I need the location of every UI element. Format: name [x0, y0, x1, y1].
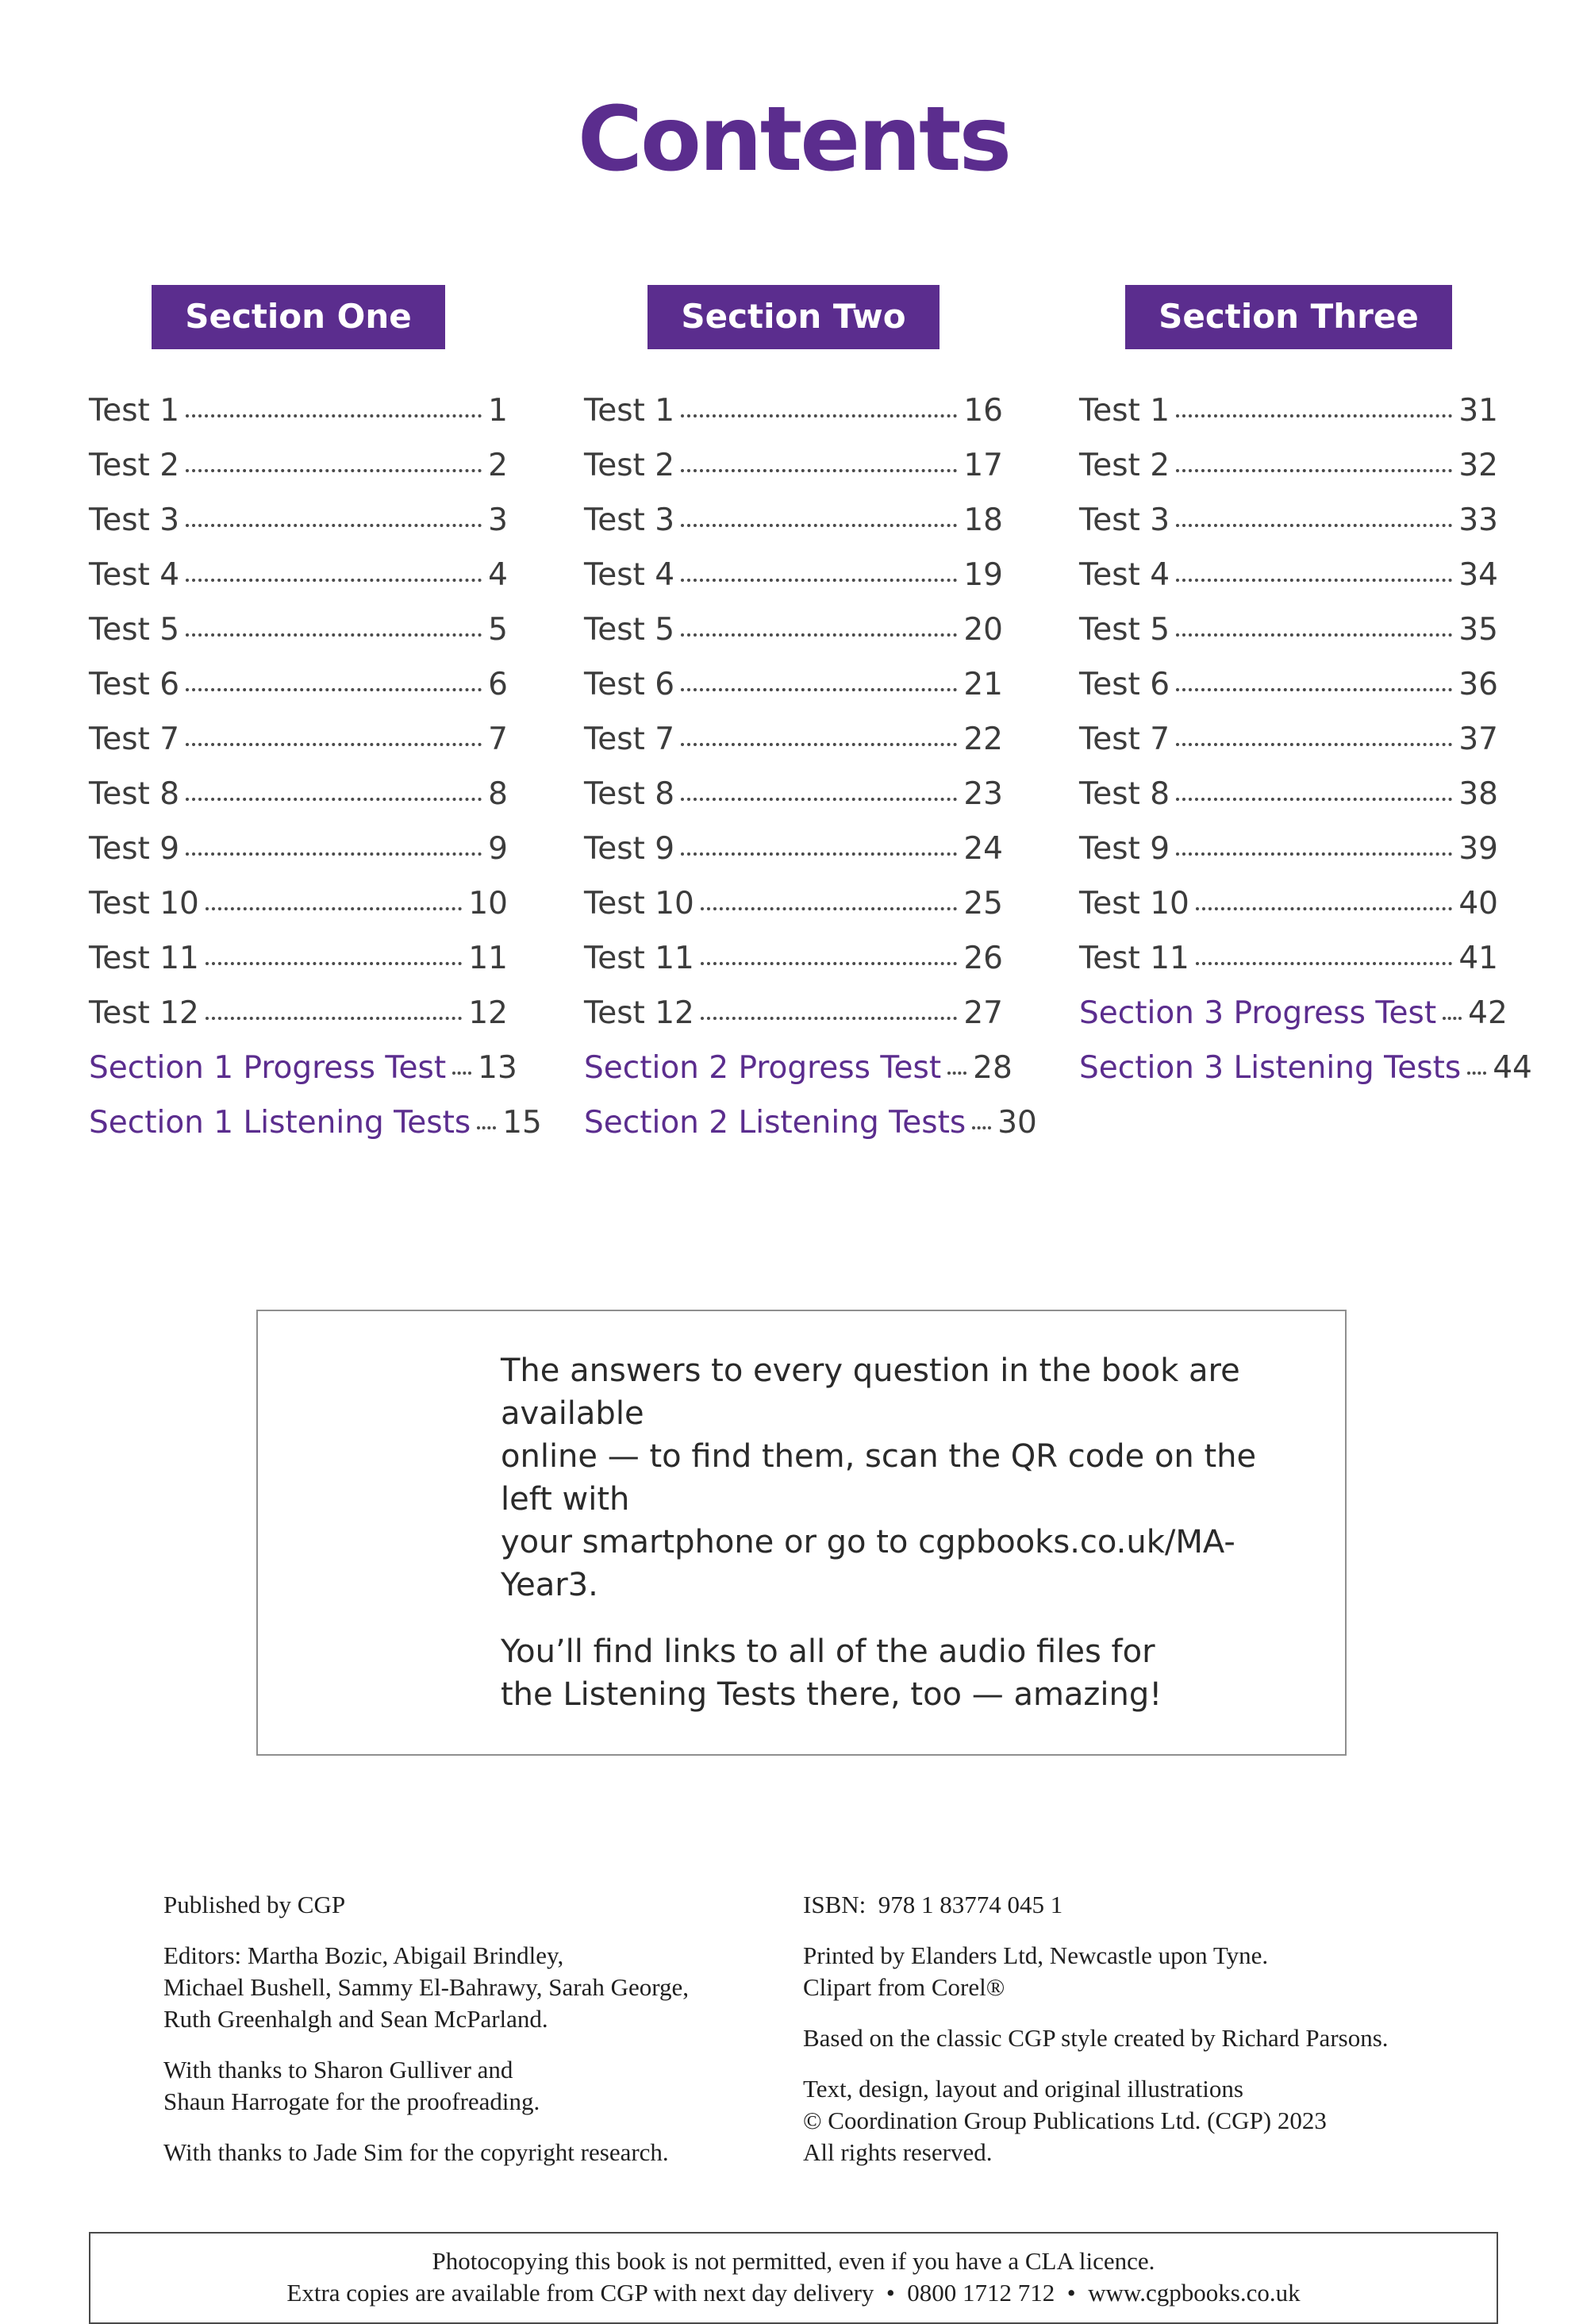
toc-entry-page-number: 7: [488, 721, 508, 757]
toc-entry-label: Section 1 Listening Tests: [89, 1104, 471, 1141]
dotted-leader: [1176, 743, 1452, 746]
colophon-line: Shaun Harrogate for the proofreading.: [163, 2087, 540, 2115]
toc-entry-page-number: 21: [963, 666, 1003, 702]
toc-entry: [584, 775, 1003, 812]
note-paragraph-2: [501, 1630, 1301, 1716]
colophon-line: © Coordination Group Publications Ltd. (CGP) 2023: [803, 2106, 1327, 2134]
toc-entry-label: Test 2: [584, 447, 675, 483]
toc-entry-label: Test 6: [1079, 666, 1170, 702]
colophon-right-column: [803, 1889, 1498, 2187]
toc-entry-label: Test 1: [89, 392, 180, 429]
toc-entry-page-number: 44: [1493, 1049, 1532, 1086]
toc-entry-label: Test 2: [1079, 447, 1170, 483]
toc-entry-page-number: 9: [488, 830, 508, 867]
toc-entry-page-number: 11: [468, 940, 508, 976]
dotted-leader: [206, 1017, 463, 1020]
toc-entry: [1079, 666, 1498, 702]
toc-entry: [584, 830, 1003, 867]
colophon-line: Printed by Elanders Ltd, Newcastle upon Tyne.: [803, 1941, 1269, 1969]
colophon-line: With thanks to Sharon Gulliver and: [163, 2055, 513, 2084]
colophon-line: Clipart from Corel®: [803, 1972, 1005, 2001]
toc-entry: [89, 995, 508, 1031]
toc-entry-page-number: 1: [488, 392, 508, 429]
toc-entry: [584, 447, 1003, 483]
dotted-leader: [1176, 469, 1452, 472]
toc-entry: [1079, 1049, 1532, 1086]
dotted-leader: [1443, 1017, 1462, 1020]
toc-entry-label: Section 3 Listening Tests: [1079, 1049, 1462, 1086]
dotted-leader: [1176, 524, 1452, 527]
toc-entry-page-number: 6: [488, 666, 508, 702]
toc-entry-page-number: 13: [478, 1049, 517, 1086]
dotted-leader: [206, 962, 463, 965]
dotted-leader: [681, 579, 957, 582]
dotted-leader: [186, 524, 482, 527]
dotted-leader: [206, 907, 463, 910]
toc-entry-label: Test 12: [89, 995, 199, 1031]
toc-list: [584, 392, 1037, 1141]
toc-entry: [89, 1049, 517, 1086]
dotted-leader: [681, 852, 957, 856]
toc-entry-page-number: 36: [1458, 666, 1498, 702]
dotted-leader: [947, 1072, 966, 1075]
dotted-leader: [681, 743, 957, 746]
toc-entry: [584, 995, 1003, 1031]
toc-entry-page-number: 28: [973, 1049, 1013, 1086]
colophon-right-block-1: [803, 1889, 1498, 1921]
dotted-leader: [186, 633, 482, 637]
toc-entry-page-number: 23: [963, 775, 1003, 812]
colophon-line: All rights reserved.: [803, 2137, 993, 2166]
toc-entry-page-number: 8: [488, 775, 508, 812]
toc-entry-label: Test 5: [584, 611, 675, 648]
toc-entry-page-number: 24: [963, 830, 1003, 867]
toc-entry-page-number: 20: [963, 611, 1003, 648]
toc-entry-label: Test 3: [584, 502, 675, 538]
toc-entry-label: Test 7: [89, 721, 180, 757]
toc-entry: [584, 940, 1003, 976]
colophon-right-block-3: [803, 2022, 1498, 2054]
colophon-line: Published by CGP: [163, 1890, 346, 1918]
toc-entry: [584, 392, 1003, 429]
toc-entry-label: Test 3: [1079, 502, 1170, 538]
toc-entry-page-number: 34: [1458, 556, 1498, 593]
dotted-leader: [1176, 579, 1452, 582]
toc-entry-label: Test 7: [584, 721, 675, 757]
photocopying-notice-line2: Extra copies are available from CGP with next day delivery • 0800 1712 712 • www.cgpbooks.co.uk: [286, 2278, 1301, 2307]
toc-entry-page-number: 16: [963, 392, 1003, 429]
colophon-line: Text, design, layout and original illustrations: [803, 2074, 1243, 2103]
answers-note-box: [256, 1310, 1347, 1756]
toc-entry-label: Test 6: [584, 666, 675, 702]
toc-entry: [1079, 611, 1498, 648]
colophon-line: Michael Bushell, Sammy El-Bahrawy, Sarah George,: [163, 1972, 690, 2001]
colophon-right-block-2: [803, 1940, 1498, 2003]
toc-entry: [1079, 447, 1498, 483]
dotted-leader: [681, 798, 957, 801]
section-badge: Section Three: [1125, 285, 1452, 349]
dotted-leader: [701, 1017, 958, 1020]
note-paragraph-1: [501, 1349, 1301, 1606]
toc-entry-label: Test 6: [89, 666, 180, 702]
toc-entry-label: Test 5: [89, 611, 180, 648]
colophon-left-block-3: [163, 2054, 803, 2118]
dotted-leader: [186, 852, 482, 856]
toc-entry-label: Test 7: [1079, 721, 1170, 757]
note-line: The answers to every question in the book are available: [501, 1352, 1240, 1432]
toc-entry-label: Test 9: [584, 830, 675, 867]
toc-entry-label: Test 3: [89, 502, 180, 538]
toc-entry: [1079, 885, 1498, 922]
toc-entry-page-number: 31: [1458, 392, 1498, 429]
dotted-leader: [701, 907, 958, 910]
dotted-leader: [681, 414, 957, 417]
toc-entry-label: Test 10: [89, 885, 199, 922]
toc-entry: [584, 556, 1003, 593]
toc-entry: [89, 392, 508, 429]
dotted-leader: [186, 579, 482, 582]
colophon-line: Editors: Martha Bozic, Abigail Brindley,: [163, 1941, 564, 1969]
toc-columns: [0, 285, 1587, 1162]
photocopying-notice-box: [89, 2232, 1498, 2324]
photocopying-notice-line1: Photocopying this book is not permitted, even if you have a CLA licence.: [432, 2246, 1155, 2275]
note-line: your smartphone or go to cgpbooks.co.uk/MA-Year3.: [501, 1523, 1235, 1603]
colophon-left-block-1: [163, 1889, 803, 1921]
toc-entry: [1079, 721, 1498, 757]
toc-entry-page-number: 19: [963, 556, 1003, 593]
dotted-leader: [1196, 962, 1453, 965]
toc-entry-page-number: 25: [963, 885, 1003, 922]
toc-entry-page-number: 42: [1468, 995, 1508, 1031]
dotted-leader: [1467, 1072, 1486, 1075]
toc-entry-label: Test 1: [584, 392, 675, 429]
toc-entry-page-number: 40: [1458, 885, 1498, 922]
section-badge-wrap: [584, 285, 1003, 349]
toc-entry-page-number: 12: [468, 995, 508, 1031]
section-badge: Section One: [152, 285, 445, 349]
dotted-leader: [452, 1072, 471, 1075]
colophon-left-block-2: [163, 1940, 803, 2035]
toc-entry-page-number: 41: [1458, 940, 1498, 976]
dotted-leader: [477, 1126, 496, 1129]
toc-entry: [89, 502, 508, 538]
dotted-leader: [1176, 633, 1452, 637]
colophon-right-block-4: [803, 2073, 1498, 2168]
toc-entry: [89, 830, 508, 867]
toc-column-2: [584, 285, 1037, 1162]
colophon-line: Ruth Greenhalgh and Sean McParland.: [163, 2004, 548, 2033]
toc-entry-page-number: 38: [1458, 775, 1498, 812]
toc-entry-page-number: 30: [997, 1104, 1037, 1141]
toc-entry-page-number: 18: [963, 502, 1003, 538]
toc-entry-label: Test 5: [1079, 611, 1170, 648]
dotted-leader: [186, 414, 482, 417]
toc-entry-label: Test 8: [1079, 775, 1170, 812]
toc-entry-page-number: 27: [963, 995, 1003, 1031]
dotted-leader: [1176, 414, 1452, 417]
toc-entry: [89, 447, 508, 483]
toc-entry-page-number: 17: [963, 447, 1003, 483]
dotted-leader: [186, 743, 482, 746]
toc-entry-page-number: 4: [488, 556, 508, 593]
colophon-line: Based on the classic CGP style created by Richard Parsons.: [803, 2023, 1389, 2052]
toc-entry-label: Test 11: [89, 940, 199, 976]
toc-entry-label: Test 11: [1079, 940, 1189, 976]
toc-entry: [1079, 995, 1508, 1031]
toc-entry: [584, 611, 1003, 648]
dotted-leader: [186, 688, 482, 691]
toc-entry-label: Test 2: [89, 447, 180, 483]
toc-entry-label: Section 3 Progress Test: [1079, 995, 1437, 1031]
page-title: Contents: [577, 88, 1010, 191]
dotted-leader: [681, 688, 957, 691]
toc-entry-page-number: 3: [488, 502, 508, 538]
toc-entry-page-number: 26: [963, 940, 1003, 976]
toc-entry: [584, 502, 1003, 538]
toc-entry-page-number: 33: [1458, 502, 1498, 538]
colophon-left-column: [163, 1889, 803, 2187]
dotted-leader: [972, 1126, 991, 1129]
toc-list: [89, 392, 542, 1141]
dotted-leader: [681, 633, 957, 637]
toc-entry: [1079, 940, 1498, 976]
note-line: You’ll find links to all of the audio files for: [501, 1633, 1155, 1670]
dotted-leader: [1196, 907, 1453, 910]
colophon-line: ISBN: 978 1 83774 045 1: [803, 1890, 1063, 1918]
toc-column-3: [1079, 285, 1532, 1162]
toc-entry: [89, 721, 508, 757]
toc-entry: [1079, 556, 1498, 593]
toc-entry: [1079, 502, 1498, 538]
toc-entry-page-number: 32: [1458, 447, 1498, 483]
toc-entry-page-number: 35: [1458, 611, 1498, 648]
toc-entry-label: Section 1 Progress Test: [89, 1049, 447, 1086]
dotted-leader: [701, 962, 958, 965]
toc-entry-page-number: 10: [468, 885, 508, 922]
dotted-leader: [186, 469, 482, 472]
toc-entry-label: Test 8: [584, 775, 675, 812]
toc-entry-label: Test 9: [1079, 830, 1170, 867]
toc-entry: [89, 611, 508, 648]
toc-entry-label: Test 4: [1079, 556, 1170, 593]
toc-entry: [89, 556, 508, 593]
colophon-left-block-4: [163, 2137, 803, 2168]
toc-entry: [89, 775, 508, 812]
toc-entry: [1079, 392, 1498, 429]
section-badge: Section Two: [647, 285, 939, 349]
note-line: online — to find them, scan the QR code on the left with: [501, 1437, 1257, 1518]
toc-entry-label: Test 10: [584, 885, 694, 922]
note-line: the Listening Tests there, too — amazing!: [501, 1676, 1162, 1713]
toc-entry: [584, 1049, 1013, 1086]
dotted-leader: [1176, 688, 1452, 691]
toc-entry: [1079, 775, 1498, 812]
colophon: [0, 1889, 1587, 2187]
section-badge-wrap: [1079, 285, 1498, 349]
toc-entry-page-number: 22: [963, 721, 1003, 757]
dotted-leader: [681, 469, 957, 472]
section-badge-wrap: [89, 285, 508, 349]
toc-entry: [89, 1104, 542, 1141]
toc-entry: [89, 885, 508, 922]
toc-entry-label: Test 10: [1079, 885, 1189, 922]
toc-entry-label: Test 11: [584, 940, 694, 976]
toc-entry-label: Test 4: [584, 556, 675, 593]
toc-entry: [584, 885, 1003, 922]
toc-entry-label: Section 2 Listening Tests: [584, 1104, 966, 1141]
dotted-leader: [186, 798, 482, 801]
toc-column-1: [89, 285, 542, 1162]
toc-entry: [1079, 830, 1498, 867]
toc-entry-label: Test 8: [89, 775, 180, 812]
dotted-leader: [1176, 798, 1452, 801]
toc-entry: [584, 1104, 1037, 1141]
toc-entry: [89, 666, 508, 702]
toc-entry-page-number: 37: [1458, 721, 1498, 757]
dotted-leader: [1176, 852, 1452, 856]
toc-entry-page-number: 15: [502, 1104, 542, 1141]
toc-entry-page-number: 5: [488, 611, 508, 648]
colophon-line: With thanks to Jade Sim for the copyright research.: [163, 2137, 669, 2166]
toc-entry-page-number: 39: [1458, 830, 1498, 867]
toc-entry-page-number: 2: [488, 447, 508, 483]
toc-entry: [584, 721, 1003, 757]
toc-entry: [584, 666, 1003, 702]
toc-entry-label: Test 12: [584, 995, 694, 1031]
toc-entry-label: Test 4: [89, 556, 180, 593]
dotted-leader: [681, 524, 957, 527]
toc-entry-label: Test 9: [89, 830, 180, 867]
toc-entry-label: Test 1: [1079, 392, 1170, 429]
toc-list: [1079, 392, 1532, 1086]
toc-entry-label: Section 2 Progress Test: [584, 1049, 942, 1086]
toc-entry: [89, 940, 508, 976]
